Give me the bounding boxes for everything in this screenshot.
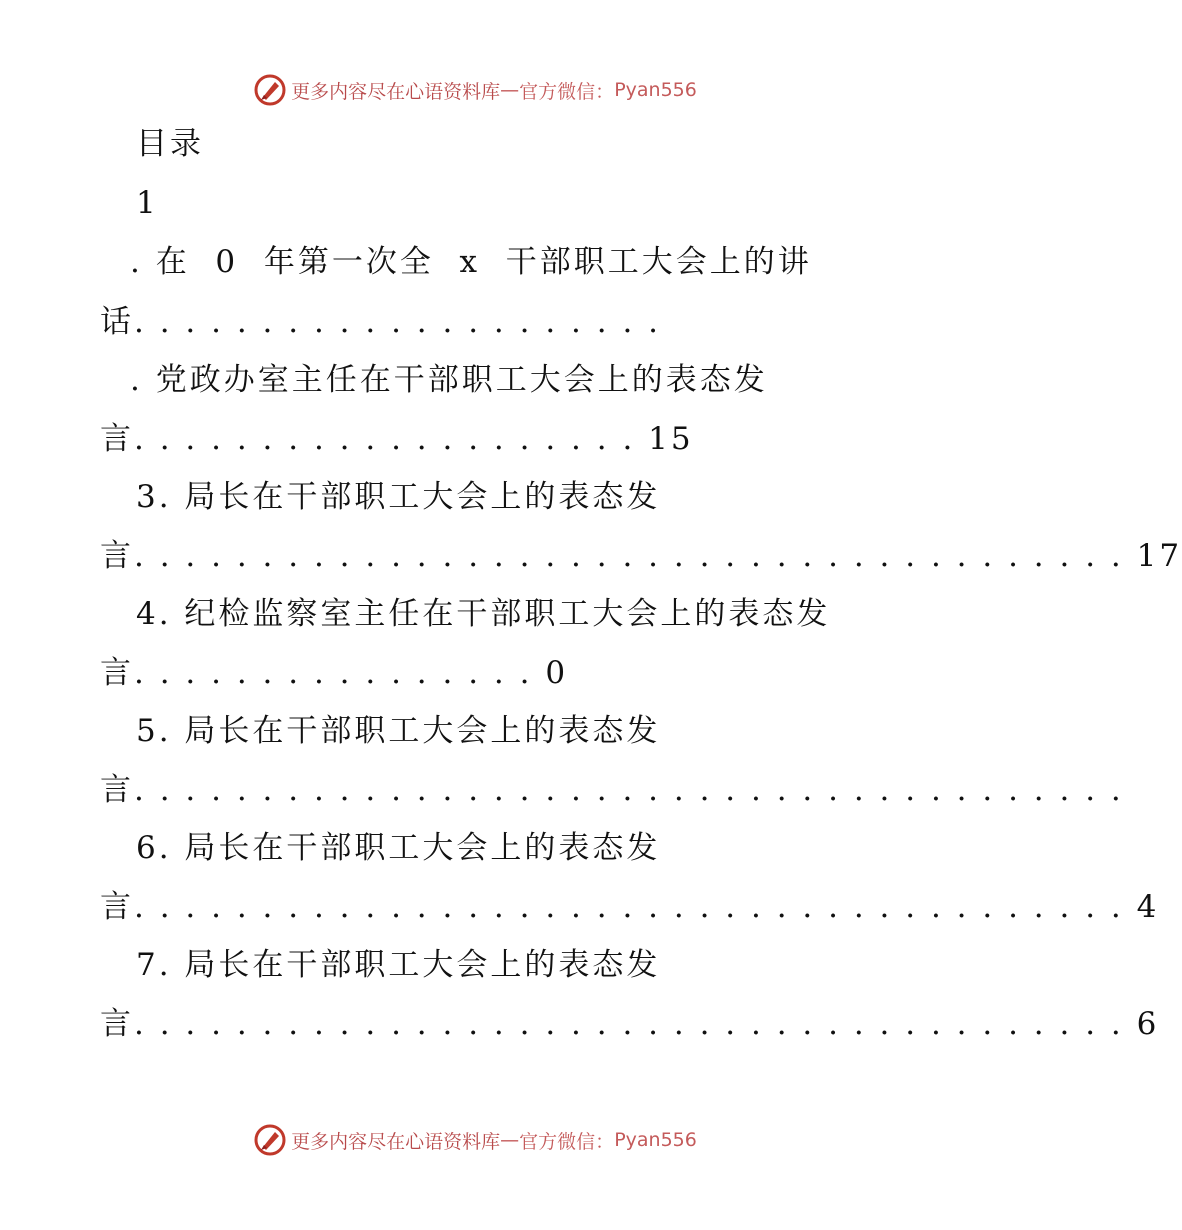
toc-entry-title: 6. 局长在干部职工大会上的表态发 [136, 830, 661, 866]
toc-entry-tail: 言. . . . . . . . . . . . . . . . . . . . 15 [100, 421, 694, 457]
banner-handle: Pyan556 [614, 79, 697, 101]
banner-prefix: 官方微信： [519, 1130, 615, 1153]
banner-dash: — [500, 1129, 520, 1151]
toc-entry-title: 5. 局长在干部职工大会上的表态发 [136, 713, 661, 749]
pen-nib-logo-icon [253, 1123, 287, 1157]
banner-dash: — [500, 79, 520, 101]
banner-main-text: 更多内容尽在心语资料库 [291, 1130, 501, 1153]
footer-banner [0, 1118, 950, 1162]
banner-handle: Pyan556 [614, 1129, 697, 1151]
toc-entry-tail: 言. . . . . . . . . . . . . . . . 0 [100, 655, 569, 691]
toc-entry-title: 7. 局长在干部职工大会上的表态发 [136, 947, 661, 983]
banner-prefix: 官方微信： [519, 80, 615, 103]
toc-entry-tail: 言. . . . . . . . . . . . . . . . . . . . . . . . . . . . . . . . . . . . . . . 4 [100, 889, 1160, 925]
toc-entry-tail: 言. . . . . . . . . . . . . . . . . . . . . . . . . . . . . . . . . . . . . . . 17 [100, 538, 1182, 574]
toc-title: 目录 [136, 126, 204, 162]
header-banner [0, 68, 950, 112]
toc-entry-title: 4. 纪检监察室主任在干部职工大会上的表态发 [136, 596, 831, 632]
toc-entry-title: . 党政办室主任在干部职工大会上的表态发 [130, 362, 768, 398]
toc-entry-tail: 言. . . . . . . . . . . . . . . . . . . . . . . . . . . . . . . . . . . . . . . 6 [100, 1006, 1160, 1042]
toc-entry-tail: 言. . . . . . . . . . . . . . . . . . . . . . . . . . . . . . . . . . . . . . . [100, 772, 1124, 808]
toc-number-one: 1 [136, 185, 159, 221]
toc-entry-title: 3. 局长在干部职工大会上的表态发 [136, 479, 661, 515]
banner-main-text: 更多内容尽在心语资料库 [291, 80, 501, 103]
pen-nib-logo-icon [253, 73, 287, 107]
toc-entry-tail: 话. . . . . . . . . . . . . . . . . . . . . [100, 304, 662, 340]
toc-entry-title: . 在 0 年第一次全 x 干部职工大会上的讲 [130, 244, 812, 280]
